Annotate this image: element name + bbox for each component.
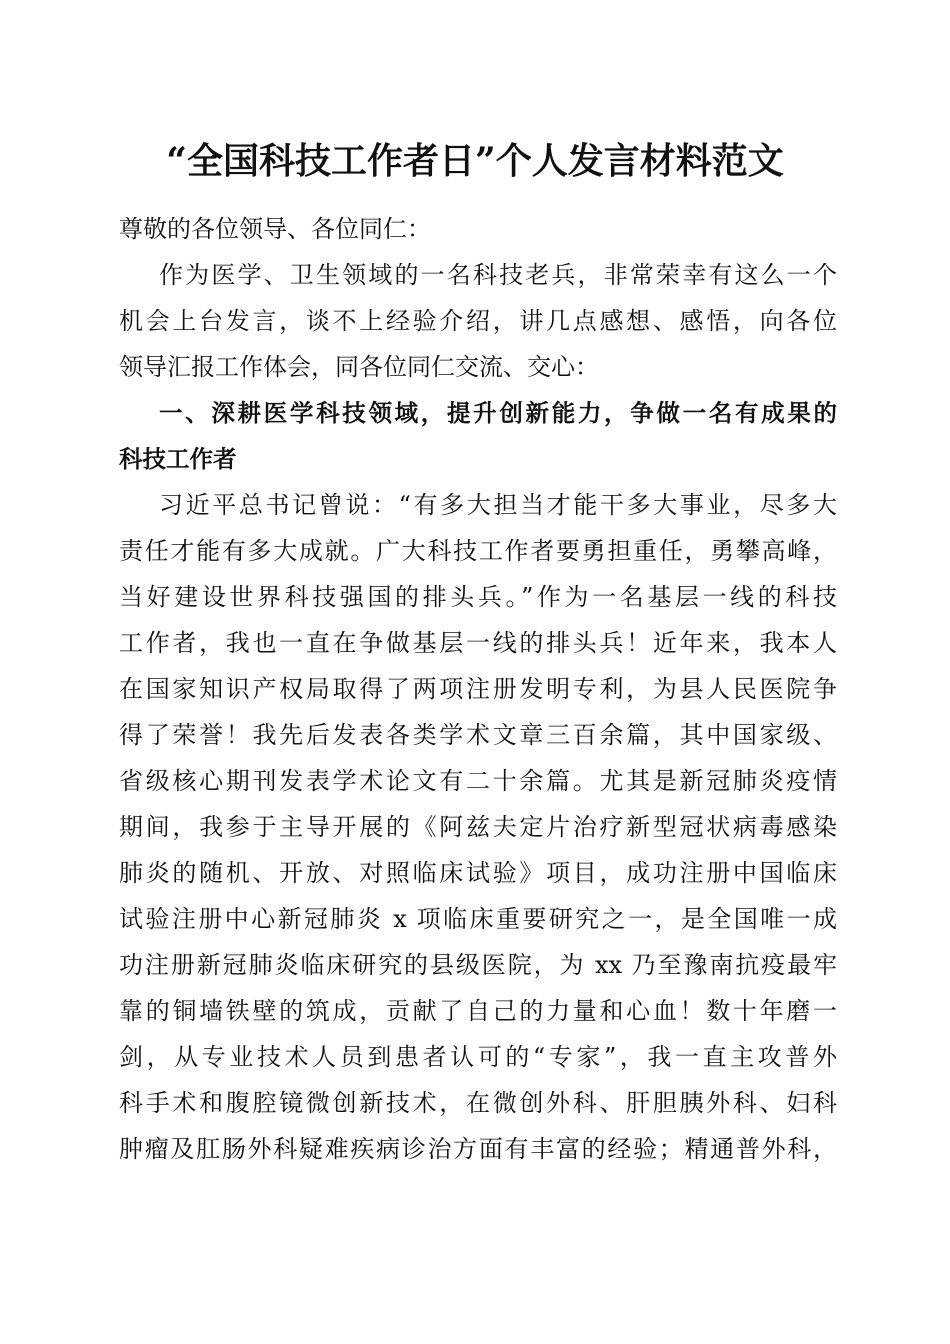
paragraph-line: 习近平总书记曾说：“有多大担当才能干多大事业，尽多大 [159,491,837,519]
section-heading-1 [119,390,837,482]
paragraph-main [119,482,837,1172]
document-body [119,206,837,1172]
paragraph-line: 科手术和腹腔镜微创新技术，在微创外科、肝胆胰外科、妇科 [119,1089,837,1117]
paragraph-line: 功注册新冠肺炎临床研究的县级医院，为 xx 乃至豫南抗疫最牢 [119,951,837,979]
paragraph-line: 在国家知识产权局取得了两项注册发明专利，为县人民医院争 [119,675,837,703]
paragraph-line: 期间，我参于主导开展的《阿兹夫定片治疗新型冠状病毒感染 [119,813,837,841]
paragraph-line: 试验注册中心新冠肺炎 x 项临床重要研究之一，是全国唯一成 [119,905,837,933]
paragraph-line: 省级核心期刊发表学术论文有二十余篇。尤其是新冠肺炎疫情 [119,767,837,795]
paragraph-line: 肺炎的随机、开放、对照临床试验》项目，成功注册中国临床 [119,859,837,887]
paragraph-intro [119,252,837,390]
paragraph-line: 作为医学、卫生领域的一名科技老兵，非常荣幸有这么一个 [159,261,837,289]
document-title: “全国科技工作者日”个人发言材料范文 [166,140,784,182]
heading-line: 一、深耕医学科技领域，提升创新能力，争做一名有成果的 [159,399,837,427]
paragraph-line: 当好建设世界科技强国的排头兵。”作为一名基层一线的科技 [119,583,837,611]
paragraph-line: 得了荣誉！我先后发表各类学术文章三百余篇，其中国家级、 [119,721,837,749]
heading-line: 科技工作者 [119,445,237,473]
paragraph-line: 剑，从专业技术人员到患者认可的“专家”，我一直主攻普外 [119,1043,837,1071]
paragraph-line: 领导汇报工作体会，同各位同仁交流、交心： [119,353,599,381]
paragraph-line: 靠的铜墙铁壁的筑成，贡献了自己的力量和心血！数十年磨一 [119,997,837,1025]
paragraph-line: 工作者，我也一直在争做基层一线的排头兵！近年来，我本人 [119,629,837,657]
paragraph-line: 机会上台发言，谈不上经验介绍，讲几点感想、感悟，向各位 [119,307,837,335]
salutation: 尊敬的各位领导、各位同仁： [119,215,431,243]
paragraph-line: 责任才能有多大成就。广大科技工作者要勇担重任，勇攀高峰， [119,537,837,565]
paragraph-line: 肿瘤及肛肠外科疑难疾病诊治方面有丰富的经验；精通普外科， [119,1135,837,1163]
